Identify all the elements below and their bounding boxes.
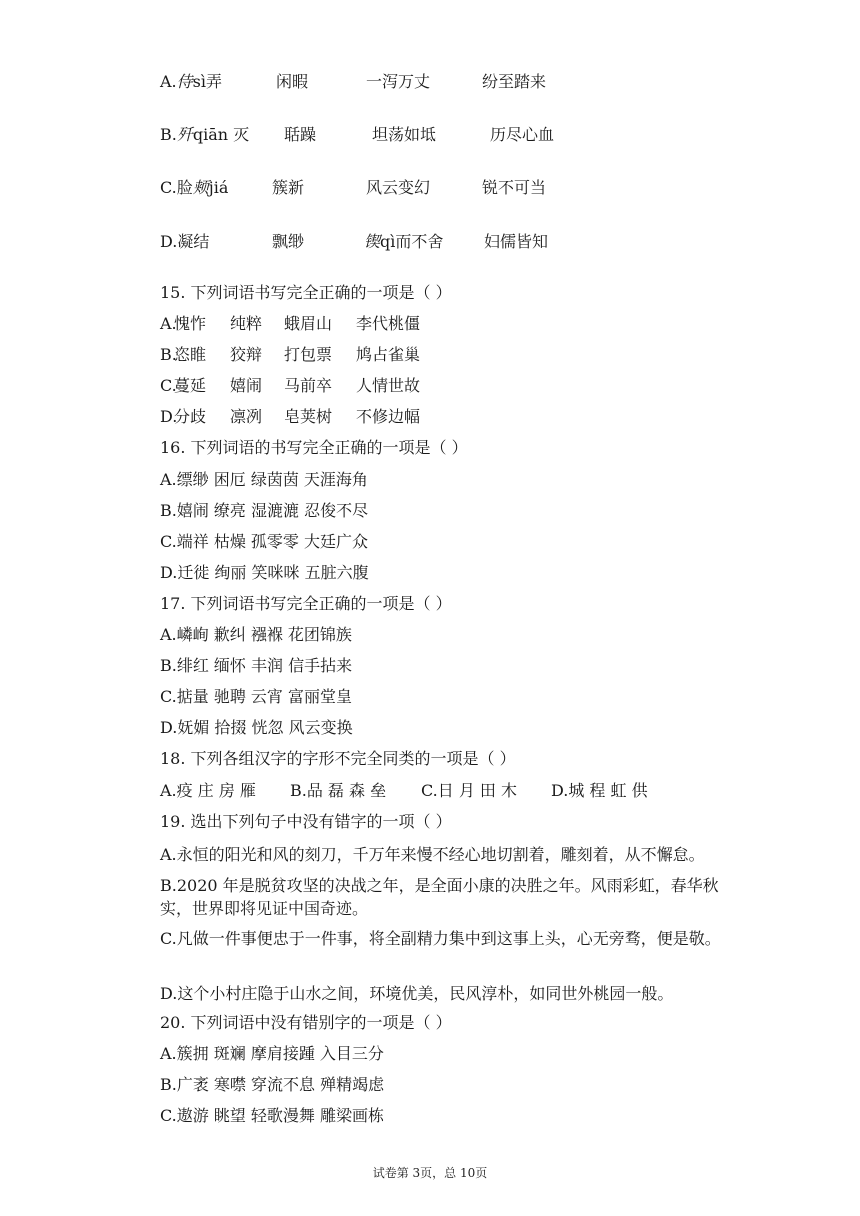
question-stem: 18. 下列各组汉字的字形不完全同类的一项是（ ） (160, 749, 516, 768)
q20-option-b: B.广袤 寒噤 穿流不息 殚精竭虑 (160, 1075, 385, 1094)
q15-option-d: D. 分歧 凛冽 皂荚树 不修边幅 (160, 407, 421, 426)
page-footer: 试卷第 3页，总 10页 (372, 1166, 488, 1180)
q19-option-d: D.这个小村庄隐于山水之间，环境优美，民风淳朴，如同世外桃园一般。 (160, 984, 674, 1003)
q16-option-b: B.嬉闹 缭亮 湿漉漉 忍俊不尽 (160, 501, 369, 520)
q16-option-d: D.迁徙 绚丽 笑咪咪 五脏六腹 (160, 563, 369, 582)
q19-option-a: A.永恒的阳光和风的刻刀，千万年来慢不经心地切割着，雕刻着，从不懈怠。 (160, 845, 705, 864)
question-stem: 15. 下列词语书写完全正确的一项是（ ） (160, 283, 452, 302)
q17-option-b: B.绯红 缅怀 丰润 信手拈来 (160, 656, 353, 675)
question-stem: 20. 下列词语中没有错别字的一项是（ ） (160, 1013, 452, 1032)
q15-option-c: C. 蔓延 嬉闹 马前卒 人情世故 (160, 376, 421, 395)
question-stem: 19. 选出下列句子中没有错字的一项（ ） (160, 812, 452, 831)
pinyin-annotated-char: 歼 (176, 125, 193, 144)
q16-option-a: A.缥缈 困厄 绿茵茵 天涯海角 (160, 470, 368, 489)
q15-option-a: A. 愧怍 纯粹 蛾眉山 李代桃僵 (160, 314, 421, 333)
pinyin-annotated-char: 颊 (192, 178, 209, 197)
q15-option-b: B. 恣睢 狡辩 打包票 鸠占雀巢 (160, 345, 421, 364)
q16-option-c: C.端祥 枯燥 孤零零 大廷广众 (160, 532, 369, 551)
q18-option-c: C.日 月 田 木 (421, 781, 518, 800)
pinyin-annotated-char: 侍 (176, 72, 193, 91)
question-stem: 17. 下列词语书写完全正确的一项是（ ） (160, 594, 452, 613)
pinyin-annotated-char: 锲 (364, 232, 381, 251)
q18-option-b: B.品 磊 森 垒 (290, 781, 387, 800)
q20-option-c: C.遨游 眺望 轻歌漫舞 雕梁画栋 (160, 1106, 385, 1125)
q19-option-b: B.2020 年是脱贫攻坚的决战之年，是全面小康的决胜之年。风雨彩虹，春华秋实，世界即将见证中国奇迹。 (160, 876, 719, 918)
question-stem: 16. 下列词语的书写完全正确的一项是（ ） (160, 438, 468, 457)
q18-option-a: A.疫 庄 房 雁 (160, 781, 256, 800)
exam-page: A.侍sì弄 闲暇 一泻万丈 纷至踏来 B.歼qiān 灭 聒躁 坦荡如坻 历尽心血 C.脸颊jiá 簇新 风云变幻 锐不可当 D.凝结 飘缈 锲qì而不舍 妇儒皆知 15. 下列词语书写完全正确的一项是（ ） A. 愧怍 纯粹 蛾眉山 李代桃僵 B. 恣睢 狡辩 打包票 鸠占雀巢 C. 蔓延 嬉闹 马前卒 人情世故 D. 分歧 凛冽 皂荚树 不修边幅 16. 下列词语的书写完全正确的一项是（ ） A.缥缈 困厄 绿茵茵 天涯海角 B.嬉闹 缭亮 湿漉漉 忍俊不尽 C.端祥 枯燥 孤零零 大廷广众 D.迁徙 绚丽 笑咪咪 五脏六腹 17. 下列词语书写完全正确的一项是（ ） A.嶙峋 歉纠 襁褓 花团锦族 B.绯红 缅怀 丰润 信手拈来 C.掂量 驰聘 云宵 富丽堂皇 D.妩媚 拾掇 恍忽 风云变换 18. 下列各组汉字的字形不完全同类的一项是（ ） A.疫 庄 房 雁 B.品 磊 森 垒 C.日 月 田 木 D.城 程 虹 供 19. 选出下列句子中没有错字的一项（ ） A.永恒的阳光和风的刻刀，千万年来慢不经心地切割着，雕刻着，从不懈怠。 B.2020 年是脱贫攻坚的决战之年，是全面小康的决胜之年。风雨彩虹，春华秋实，世界即将见证中国奇迹。 C.凡做一件事便忠于一件事，将全副精力集中到这事上头，心无旁骛，便是敬。 D.这个小村庄隐于山水之间，环境优美，民风淳朴，如同世外桃园一般。 20. 下列词语中没有错别字的一项是（ ） A.簇拥 斑斓 摩肩接踵 入目三分 B.广袤 寒噤 穿流不息 殚精竭虑 C.遨游 眺望 轻歌漫舞 雕梁画栋 试卷第 3页，总 10页 (0, 0, 860, 1216)
q17-option-d: D.妩媚 拾掇 恍忽 风云变换 (160, 718, 353, 737)
q19-option-c: C.凡做一件事便忠于一件事，将全副精力集中到这事上头，心无旁骛，便是敬。 (160, 929, 721, 948)
q20-option-a: A.簇拥 斑斓 摩肩接踵 入目三分 (160, 1044, 384, 1063)
q17-option-a: A.嶙峋 歉纠 襁褓 花团锦族 (160, 625, 352, 644)
q17-option-c: C.掂量 驰聘 云宵 富丽堂皇 (160, 687, 353, 706)
q18-option-d: D.城 程 虹 供 (551, 781, 648, 800)
